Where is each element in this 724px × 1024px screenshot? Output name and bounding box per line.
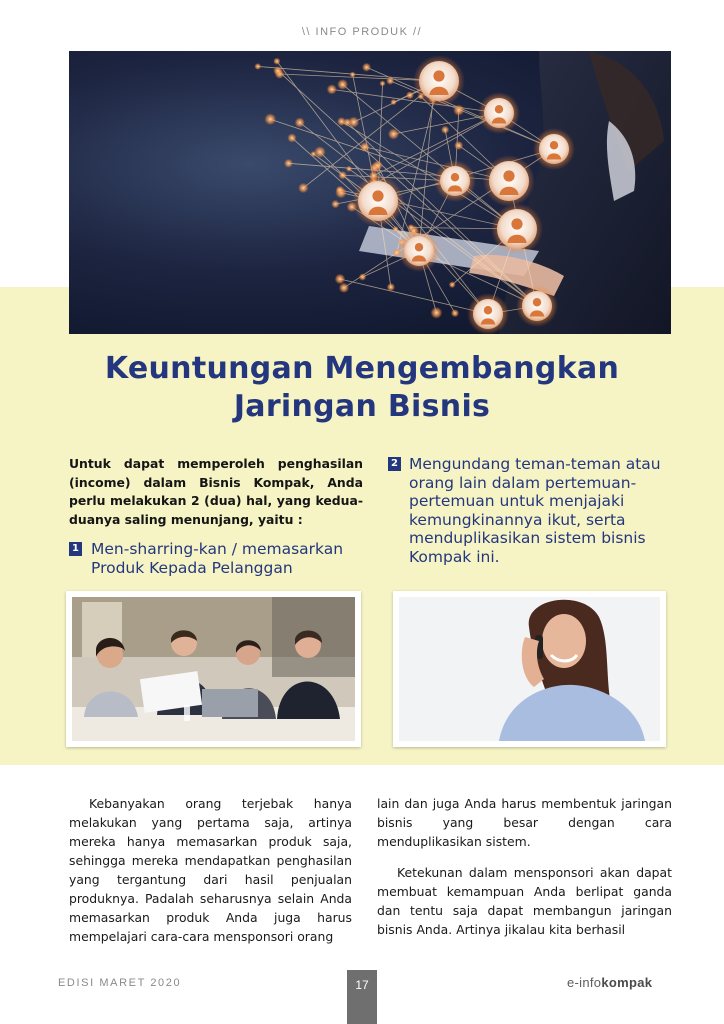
network-dot <box>338 171 347 180</box>
network-dot <box>454 141 463 150</box>
person-node-icon <box>533 128 575 170</box>
network-dot <box>360 142 370 152</box>
person-node-icon <box>398 230 440 272</box>
network-dot <box>373 160 383 170</box>
network-dot <box>387 283 396 292</box>
network-dot <box>327 84 337 94</box>
network-dot <box>273 58 280 65</box>
network-line <box>368 113 499 188</box>
network-dot <box>388 128 399 139</box>
point-1-text: Men-sharring-kan / memasarkan Produk Kepada Pelanggan <box>91 540 344 577</box>
network-dot <box>264 113 276 125</box>
article-title-line-2: Jaringan Bisnis <box>233 389 491 424</box>
body-column-left <box>69 794 352 946</box>
network-dot <box>310 151 316 157</box>
intro-paragraph: Untuk dapat memperoleh penghasilan (income) dalam Bisnis Kompak, Anda perlu melakukan 2 (dua) hal, yang kedua-duanya saling menunjang, yaitu : <box>69 456 363 527</box>
network-dot <box>350 71 356 77</box>
body-paragraph: Kebanyakan orang terjebak hanya melakukan yang pertama saja, artinya mereka hanya memasarkan produk saja, sehingga mereka mendapatkan penghasilan yang tergantung dari hasil penjualan produknya. Padalah seharusnya selain Anda memasarkan produk Anda juga harus mempelajari cara-cara mensponsori orang <box>69 796 352 944</box>
network-dot <box>379 80 385 86</box>
body-paragraph: lain dan juga Anda harus membentuk jaringan bisnis yang besar dengan cara menduplikasikan sistem. <box>377 796 672 849</box>
network-line <box>340 279 488 314</box>
person-node-icon <box>434 160 476 202</box>
network-dot <box>298 183 308 193</box>
network-dot <box>343 118 351 126</box>
network-dot <box>430 307 442 319</box>
hero-network-image <box>69 51 671 334</box>
article-title-line-1: Keuntungan Mengembangkan <box>104 351 620 386</box>
person-node-icon <box>483 155 535 207</box>
network-dot <box>287 133 296 142</box>
person-node-icon <box>352 175 404 227</box>
article-title <box>0 350 724 426</box>
network-dot <box>273 66 282 75</box>
number-badge: 2 <box>388 457 401 471</box>
woman-on-phone-photo <box>393 591 666 747</box>
brand-name: kompak <box>601 975 653 990</box>
edition-label: EDISI MARET 2020 <box>58 977 182 989</box>
network-dot <box>254 63 261 70</box>
network-line <box>397 81 439 253</box>
network-dot <box>359 273 367 281</box>
network-dot <box>362 63 371 72</box>
page-number: 17 <box>347 970 377 1024</box>
number-badge: 1 <box>69 542 82 556</box>
network-dot <box>392 226 398 232</box>
network-dot <box>453 104 464 115</box>
person-node-icon <box>516 285 558 327</box>
network-dot <box>339 283 349 293</box>
network-dot <box>337 79 348 90</box>
network-dot <box>441 126 449 134</box>
brand-logo <box>567 975 652 990</box>
brand-prefix: e-info <box>567 975 602 990</box>
point-1 <box>69 540 369 577</box>
body-column-right <box>377 794 672 939</box>
network-dot <box>284 159 293 168</box>
section-label: \\ INFO PRODUK // <box>301 26 423 38</box>
network-line <box>258 66 439 81</box>
network-line <box>390 81 554 149</box>
point-2 <box>388 455 668 566</box>
body-paragraph: Ketekunan dalam mensponsori akan dapat membuat kemampuan Anda berlipat ganda dan tentu saja dapat membangun jaringan bisnis Anda. Artinya jikalau kita berhasil <box>377 865 672 937</box>
network-dot <box>406 91 414 99</box>
person-node-icon <box>467 293 509 334</box>
network-dot <box>407 224 414 231</box>
network-dot <box>449 281 456 288</box>
person-node-icon <box>413 55 465 107</box>
person-node-icon <box>478 92 520 134</box>
network-dot <box>386 77 394 85</box>
network-line <box>374 113 499 176</box>
person-node-icon <box>491 203 543 255</box>
business-meeting-photo <box>66 591 361 747</box>
point-2-text: Mengundang teman-teman atau orang lain dalam pertemuan-pertemuan untuk menjajaki kemungkinannya ikut, serta menduplikasikan sistem bisnis Kompak ini. <box>409 455 661 566</box>
network-dot <box>331 200 340 209</box>
network-dot <box>390 99 396 105</box>
network-dot <box>346 166 352 172</box>
network-dot <box>451 309 459 317</box>
network-dot <box>336 186 344 194</box>
network-dot <box>295 117 305 127</box>
